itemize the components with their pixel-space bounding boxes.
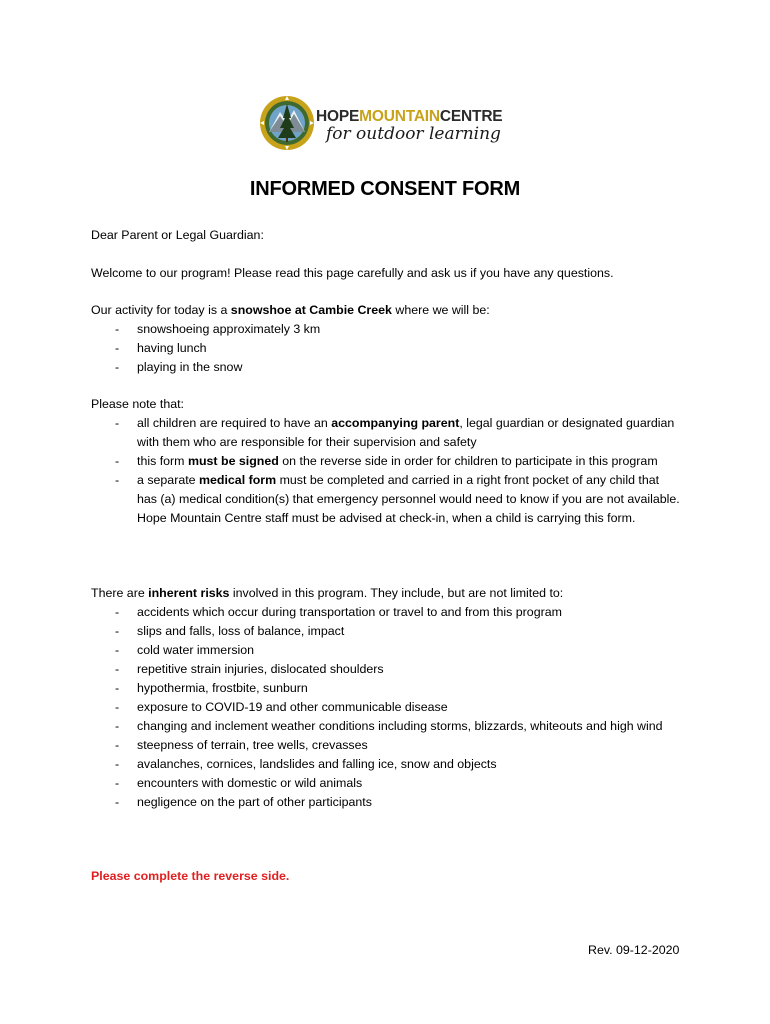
- risks-section: [91, 584, 691, 812]
- list-item: - cold water immersion: [115, 643, 255, 657]
- logo-wordmark: HOPEMOUNTAINCENTRE: [316, 108, 503, 125]
- list-item: - slips and falls, loss of balance, impact: [115, 624, 345, 638]
- list-item: - hypothermia, frostbite, sunburn: [115, 681, 308, 695]
- activity-list: [91, 320, 691, 377]
- list-item: - accidents which occur during transportation or travel to and from this program: [115, 605, 562, 619]
- welcome-text: Welcome to our program! Please read this page carefully and ask us if you have any questions.: [91, 266, 614, 280]
- list-item: - avalanches, cornices, landslides and falling ice, snow and objects: [115, 757, 497, 771]
- page-title: INFORMED CONSENT FORM: [249, 178, 521, 200]
- greeting: Dear Parent or Legal Guardian:: [91, 228, 264, 242]
- risks-lead: There are inherent risks involved in this program. They include, but are not limited to:: [91, 586, 564, 600]
- list-item: - repetitive strain injuries, dislocated shoulders: [115, 662, 384, 676]
- list-item: - negligence on the part of other participants: [115, 795, 372, 809]
- list-item: - all children are required to have an accompanying parent, legal guardian or designated guardian with them who are responsible for their supervision and safety: [115, 416, 675, 449]
- list-item: - exposure to COVID-19 and other communicable disease: [115, 700, 448, 714]
- list-item: - having lunch: [115, 341, 207, 355]
- list-item: - steepness of terrain, tree wells, crevasses: [115, 738, 368, 752]
- risks-list: [91, 603, 691, 812]
- list-item: - a separate medical form must be completed and carried in a right front pocket of any child that has (a) medical condition(s) that emergency personnel would need to know if you are not available. Hope Mountain Centre staff must be advised at check-in, when a child is carrying this form.: [115, 473, 680, 525]
- list-item: - changing and inclement weather conditions including storms, blizzards, whiteouts and high wind: [115, 719, 663, 733]
- mountain-emblem-icon: [258, 94, 316, 152]
- list-item: - encounters with domestic or wild animals: [115, 776, 363, 790]
- list-item: - snowshoeing approximately 3 km: [115, 322, 321, 336]
- list-item: - this form must be signed on the reverse side in order for children to participate in this program: [115, 454, 658, 468]
- notes-section: [91, 395, 691, 528]
- activity-section: [91, 301, 691, 377]
- list-item: - playing in the snow: [115, 360, 243, 374]
- revision-date: Rev. 09-12-2020: [588, 943, 680, 957]
- notes-list: [91, 414, 691, 528]
- activity-lead: Our activity for today is a snowshoe at Cambie Creek where we will be:: [91, 303, 490, 317]
- logo-tagline: for outdoor learning: [326, 124, 501, 144]
- hope-mountain-centre-logo: [258, 92, 528, 156]
- notes-lead: Please note that:: [91, 397, 184, 411]
- reverse-side-notice: Please complete the reverse side.: [91, 869, 290, 883]
